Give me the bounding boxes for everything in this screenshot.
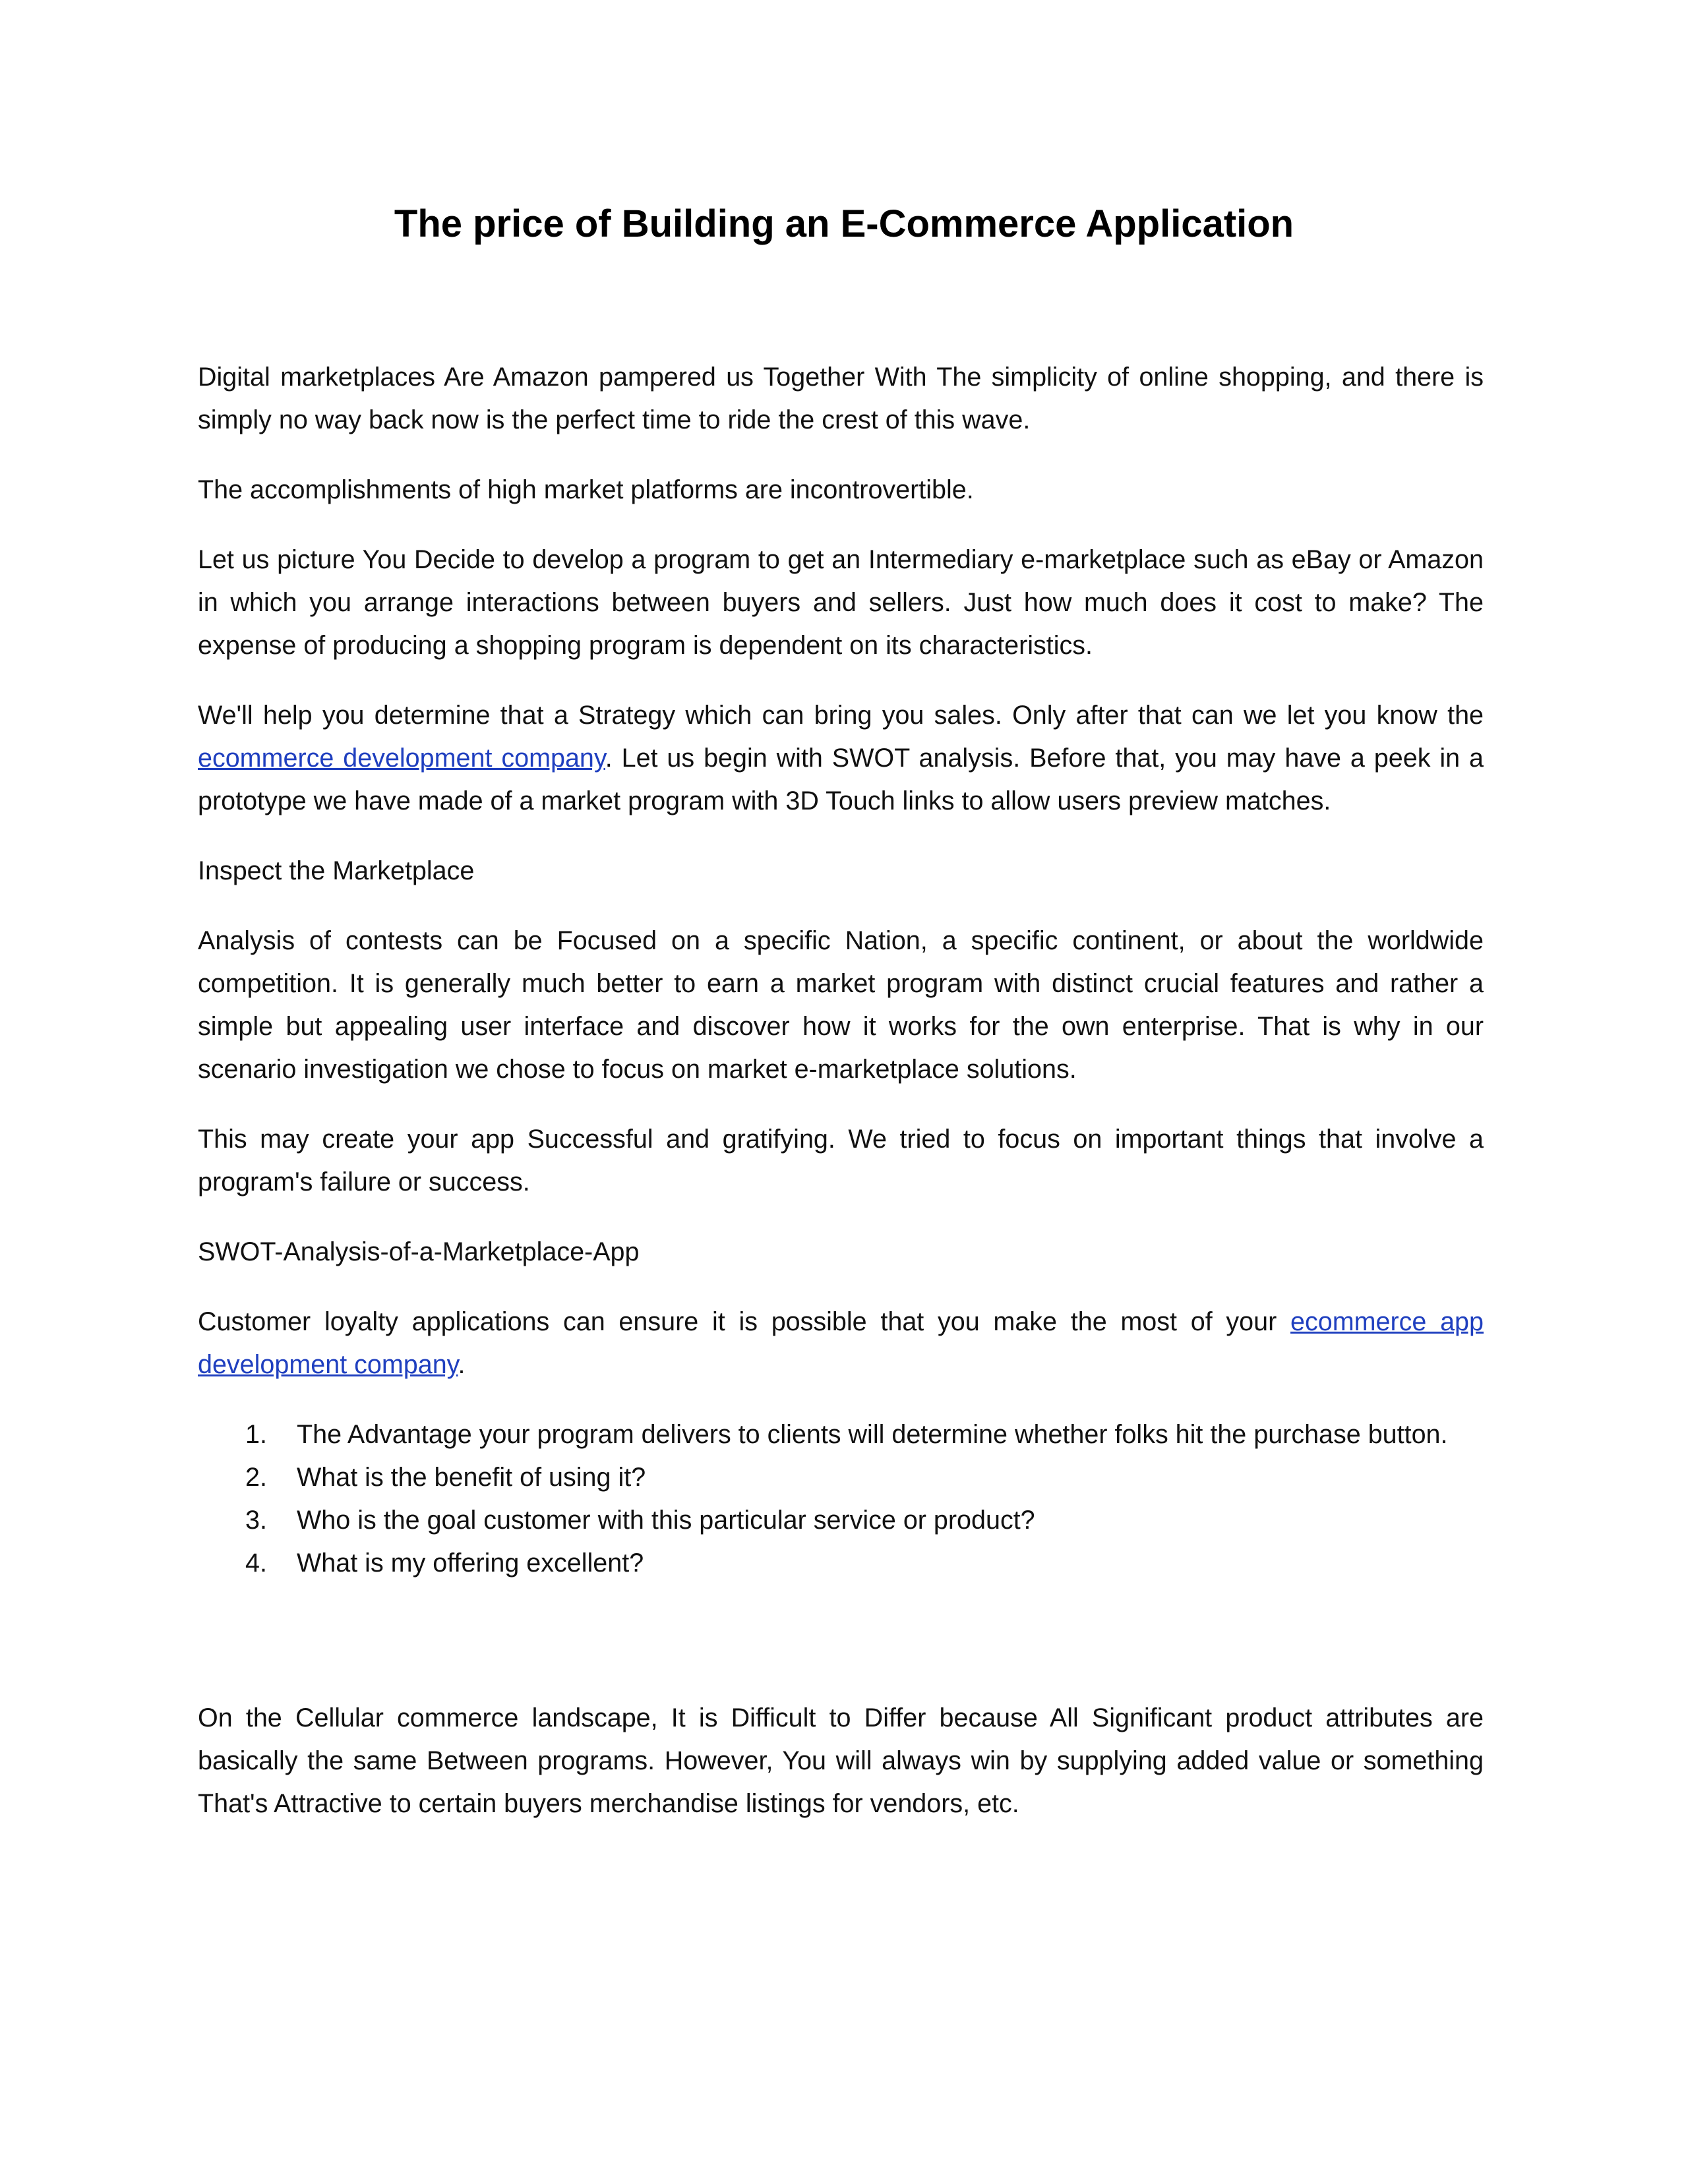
- list-item-number: 4.: [245, 1549, 267, 1578]
- paragraph-swot-heading: SWOT-Analysis-of-a-Marketplace-App: [198, 1237, 640, 1266]
- blank-space: [198, 1585, 1484, 1697]
- paragraph-picture: Let us picture You Decide to develop a program to get an Intermediary e-marketplace such as eBay or Amazon in which you arrange interactions between buyers and sellers. Just how much does it cost to make? The expense of producing a shopping program is dependent on its characteristics.: [198, 545, 1484, 660]
- ecommerce-development-company-link[interactable]: ecommerce development company: [198, 744, 605, 773]
- paragraph-loyalty-text-end: .: [458, 1350, 466, 1379]
- paragraph-analysis: Analysis of contests can be Focused on a specific Nation, a specific continent, or about the worldwide competition. It is generally much better to earn a market program with distinct crucial features and rather a simple but appealing user interface and discover how it works for the own enterprise. That is why in our scenario investigation we chose to focus on market e-marketplace solutions.: [198, 926, 1484, 1084]
- list-item-text: The Advantage your program delivers to clients will determine whether folks hit the purchase button.: [297, 1420, 1448, 1449]
- list-item: [198, 1499, 1484, 1542]
- paragraph-strategy-text-start: We'll help you determine that a Strategy which can bring you sales. Only after that can we let you know the: [198, 701, 1484, 730]
- paragraph-inspect-heading: Inspect the Marketplace: [198, 856, 475, 885]
- list-item: [198, 1542, 1484, 1585]
- paragraph-strategy: [198, 694, 1484, 823]
- paragraph-strategy-text-end: . Let us begin with SWOT analysis. Before that, you may have a peek in a prototype we have made of a market program with 3D Touch links to allow users preview matches.: [198, 744, 1484, 815]
- list-item-number: 1.: [245, 1420, 267, 1449]
- paragraph-loyalty-text-start: Customer loyalty applications can ensure it is possible that you make the most of your: [198, 1307, 1291, 1336]
- list-item-number: 3.: [245, 1506, 267, 1535]
- paragraph-intro: Digital marketplaces Are Amazon pampered us Together With The simplicity of online shopping, and there is simply no way back now is the perfect time to ride the crest of this wave.: [198, 363, 1484, 434]
- list-item-text: Who is the goal customer with this particular service or product?: [297, 1506, 1035, 1535]
- paragraph-successful: This may create your app Successful and gratifying. We tried to focus on important things that involve a program's failure or success.: [198, 1125, 1484, 1196]
- list-item: [198, 1456, 1484, 1499]
- paragraph-loyalty: [198, 1301, 1484, 1386]
- list-item-text: What is my offering excellent?: [297, 1549, 644, 1578]
- document-title: The price of Building an E-Commerce Application: [394, 202, 1294, 245]
- ecommerce-app-development-company-link[interactable]: ecommerce app development company: [198, 1307, 1484, 1379]
- document-body: [198, 356, 1484, 1852]
- paragraph-accomplishments: The accomplishments of high market platforms are incontrovertible.: [198, 475, 974, 504]
- paragraph-cellular-commerce: On the Cellular commerce landscape, It is Difficult to Differ because All Significant product attributes are basically the same Between programs. However, You will always win by supplying added value or something That's Attractive to certain buyers merchandise listings for vendors, etc.: [198, 1703, 1484, 1818]
- list-item: [198, 1413, 1484, 1456]
- numbered-list: [198, 1413, 1484, 1585]
- list-item-text: What is the benefit of using it?: [297, 1463, 646, 1492]
- list-item-number: 2.: [245, 1463, 267, 1492]
